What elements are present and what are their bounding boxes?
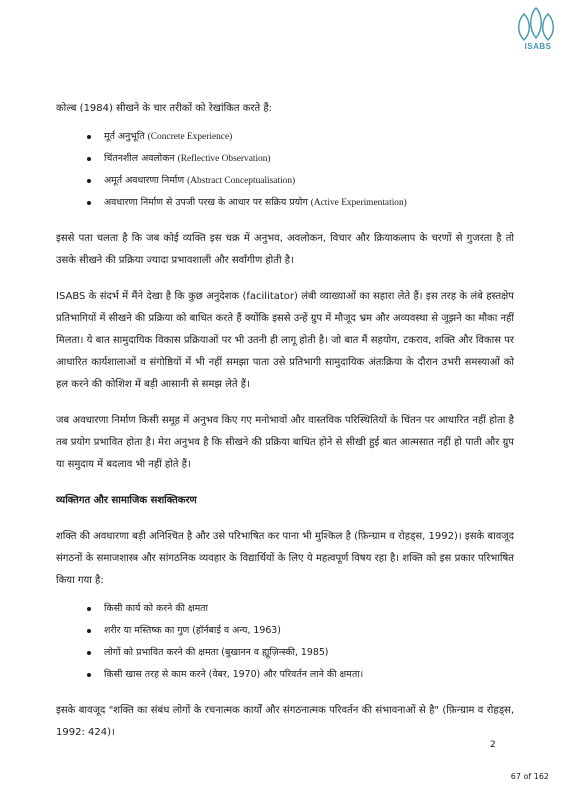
- page-counter: 67 of 162: [510, 772, 549, 781]
- paragraph: ISABS के संदर्भ में मैंने देखा है कि कुछ अनुदेशक (facilitator) लंबी व्याख्याओं का सहारा लेते हैं। इस तरह के लंबे हस्तक्षेप प्रतिभागियों में सीखने की प्रक्रिया को बाधित करते हैं क्योंकि इससे उन्हें ग्रुप में मौजूद भ्रम और अव्यवस्था से जूझने का मौका नहीं मिलता। ये बात सामुदायिक विकास प्रक्रियाओं पर भी उतनी ही लागू होती है। जो बात मैं सहयोग, टकराव, शक्ति और विकास पर आधारित कार्यशालाओं व संगोष्ठियों में भी नहीं समझा पाता उसे प्रतिभागी सामुदायिक अंतःक्रिया के दौरान उभरी समस्याओं को हल करने की कोशिश में बड़ी आसानी से समझ लेते हैं।: [56, 291, 514, 390]
- list-item: अमूर्त अवधारणा निर्माण (Abstract Conceptualisation): [56, 170, 514, 192]
- list-item: किसी कार्य को करने की क्षमता: [56, 598, 514, 620]
- intro-text: कोल्ब (1984) सीखने के चार तरीकों को रेखांकित करते हैं:: [56, 103, 273, 114]
- list-item: किसी खास तरह से काम करने (वेबर, 1970) और परिवर्तन लाने की क्षमता।: [56, 664, 514, 686]
- paragraph: इसके बावजूद "शक्ति का संबंध लोगों के रचनात्मक कार्यों और संगठनात्मक परिवर्तन की संभावनाओं से है" (फ़िन्ग्राम व रोहड्स, 1992: 424)।: [56, 705, 514, 738]
- page-content: [56, 98, 514, 744]
- learning-modes-list: [56, 126, 514, 214]
- section-heading: व्यक्तिगत और सामाजिक सशक्तिकरण: [56, 495, 197, 506]
- logo-text: ISABS: [524, 42, 552, 51]
- paragraph: जब अवधारणा निर्माण किसी समूह में अनुभव किए गए मनोभावों और वास्तविक परिस्थितियों के चिंतन पर आधारित नहीं होता है तब प्रयोग प्रभावित होता है। मेरा अनुभव है कि सीखने की प्रक्रिया बाधित होने से सीखी हुई बात आत्मसात नहीं हो पाती और ग्रुप या समुदाय में बदलाव भी नहीं होते हैं।: [56, 415, 514, 470]
- paragraph: शक्ति की अवधारणा बड़ी अनिश्चित है और उसे परिभाषित कर पाना भी मुश्किल है (फ़िन्ग्राम व रोहड्स, 1992)। इसके बावजूद संगठनों के समाजशास्त्र और सांगठनिक व्यवहार के विद्यार्थियों के लिए ये महत्वपूर्ण विषय रहा है। शक्ति को इस प्रकार परिभाषित किया गया है:: [56, 531, 514, 586]
- list-item: शरीर या मस्तिष्क का गुण (हॉर्नबाई व अन्य, 1963): [56, 620, 514, 642]
- list-item: लोगों को प्रभावित करने की क्षमता (बुखानन व ह्यूज़िन्स्की, 1985): [56, 642, 514, 664]
- page-number: 2: [490, 740, 496, 750]
- list-item: चिंतनशील अवलोकन (Reflective Observation): [56, 148, 514, 170]
- paragraph: इससे पता चलता है कि जब कोई व्यक्ति इस चक्र में अनुभव, अवलोकन, विचार और क्रियाकलाप के चरणों से गुजरता है तो उसके सीखने की प्रक्रिया ज्यादा प्रभावशाली और सर्वांगीण होती है।: [56, 233, 514, 266]
- list-item: अवधारणा निर्माण से उपजी परख के आधार पर सक्रिय प्रयोग (Active Experimentation): [56, 192, 514, 214]
- list-item: मूर्त अनुभूति (Concrete Experience): [56, 126, 514, 148]
- power-definitions-list: [56, 598, 514, 686]
